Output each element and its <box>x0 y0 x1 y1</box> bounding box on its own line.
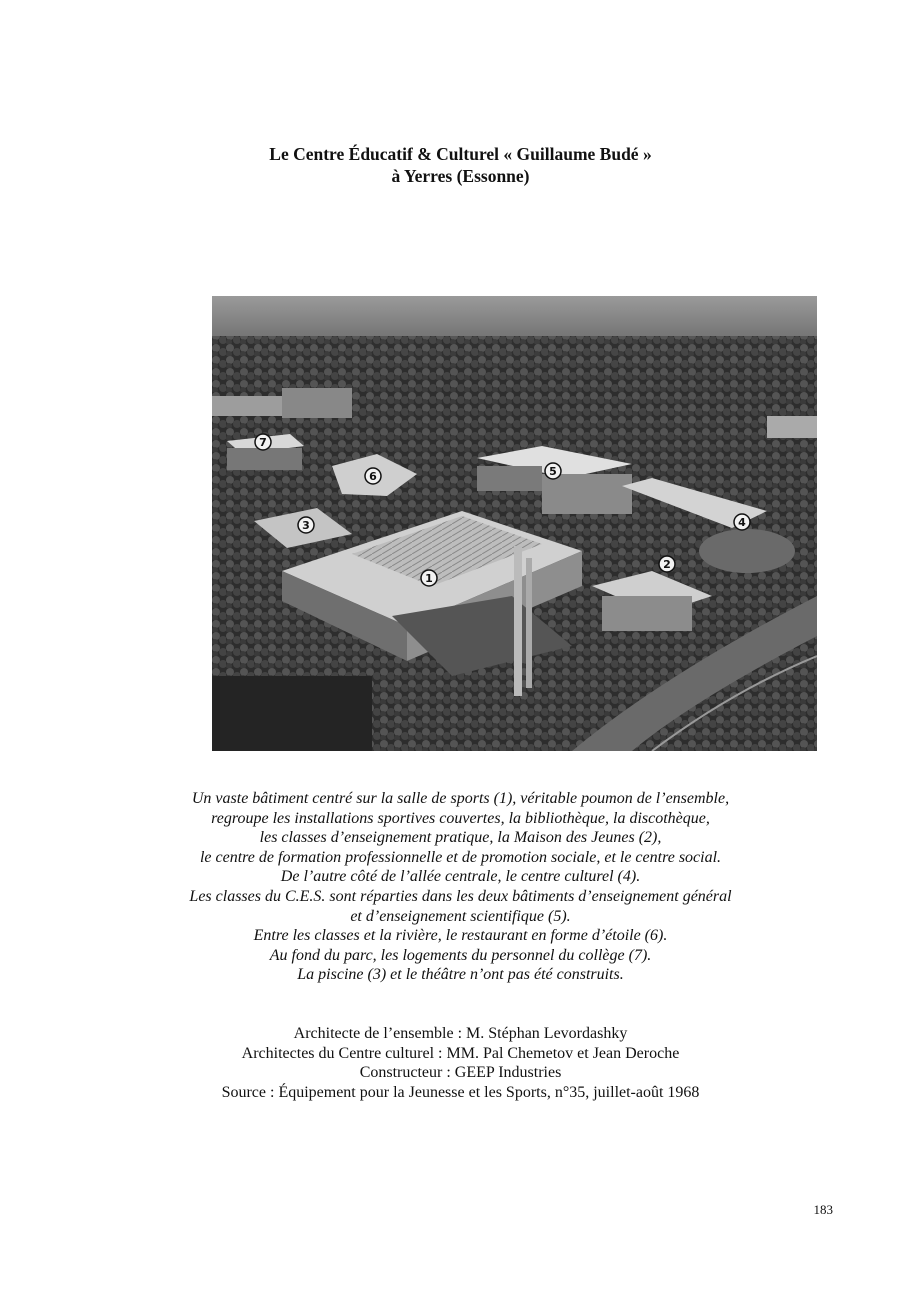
svg-text:4: 4 <box>738 516 746 529</box>
credits <box>0 1024 921 1102</box>
caption-line: De l’autre côté de l’allée centrale, le centre culturel (4). <box>280 868 641 886</box>
svg-text:2: 2 <box>663 558 671 571</box>
marker-7 <box>255 434 271 450</box>
marker-5 <box>545 463 561 479</box>
caption-line: Entre les classes et la rivière, le restaurant en forme d’étoile (6). <box>253 927 668 945</box>
credit-line: Architectes du Centre culturel : MM. Pal Chemetov et Jean Deroche <box>241 1044 680 1062</box>
caption-line: les classes d’enseignement pratique, la Maison des Jeunes (2), <box>259 829 662 847</box>
svg-text:6: 6 <box>369 470 377 483</box>
svg-text:3: 3 <box>302 519 310 532</box>
svg-text:7: 7 <box>259 436 267 449</box>
marker-2 <box>659 556 675 572</box>
title-line-2: à Yerres (Essonne) <box>391 166 530 186</box>
caption-line: le centre de formation professionnelle et de promotion sociale, et le centre social. <box>199 848 722 866</box>
caption-line: Au fond du parc, les logements du personnel du collège (7). <box>269 946 652 964</box>
svg-text:5: 5 <box>549 465 557 478</box>
caption-line: La piscine (3) et le théâtre n’ont pas été construits. <box>297 966 624 984</box>
aerial-illustration <box>212 296 817 751</box>
figure-caption <box>0 789 921 985</box>
aerial-photograph <box>212 296 817 751</box>
marker-1 <box>421 570 437 586</box>
caption-line: regroupe les installations sportives couvertes, la bibliothèque, la discothèque, <box>211 809 710 827</box>
caption-line: Un vaste bâtiment centré sur la salle de sports (1), véritable poumon de l’ensemble, <box>191 790 730 807</box>
credit-line: Constructeur : GEEP Industries <box>359 1064 562 1082</box>
marker-3 <box>298 517 314 533</box>
svg-text:1: 1 <box>425 572 433 585</box>
credit-line: Source : Équipement pour la Jeunesse et les Sports, n°35, juillet-août 1968 <box>221 1083 700 1101</box>
credit-line: Architecte de l’ensemble : M. Stéphan Levordashky <box>293 1025 628 1042</box>
caption-line: Les classes du C.E.S. sont réparties dans les deux bâtiments d’enseignement général <box>189 887 732 905</box>
page-number: 183 <box>813 1202 833 1217</box>
title-line-1: Le Centre Éducatif & Culturel « Guillaume Budé » <box>269 144 652 164</box>
marker-6 <box>365 468 381 484</box>
page-title <box>0 143 921 187</box>
marker-4 <box>734 514 750 530</box>
caption-line: et d’enseignement scientifique (5). <box>350 907 571 925</box>
